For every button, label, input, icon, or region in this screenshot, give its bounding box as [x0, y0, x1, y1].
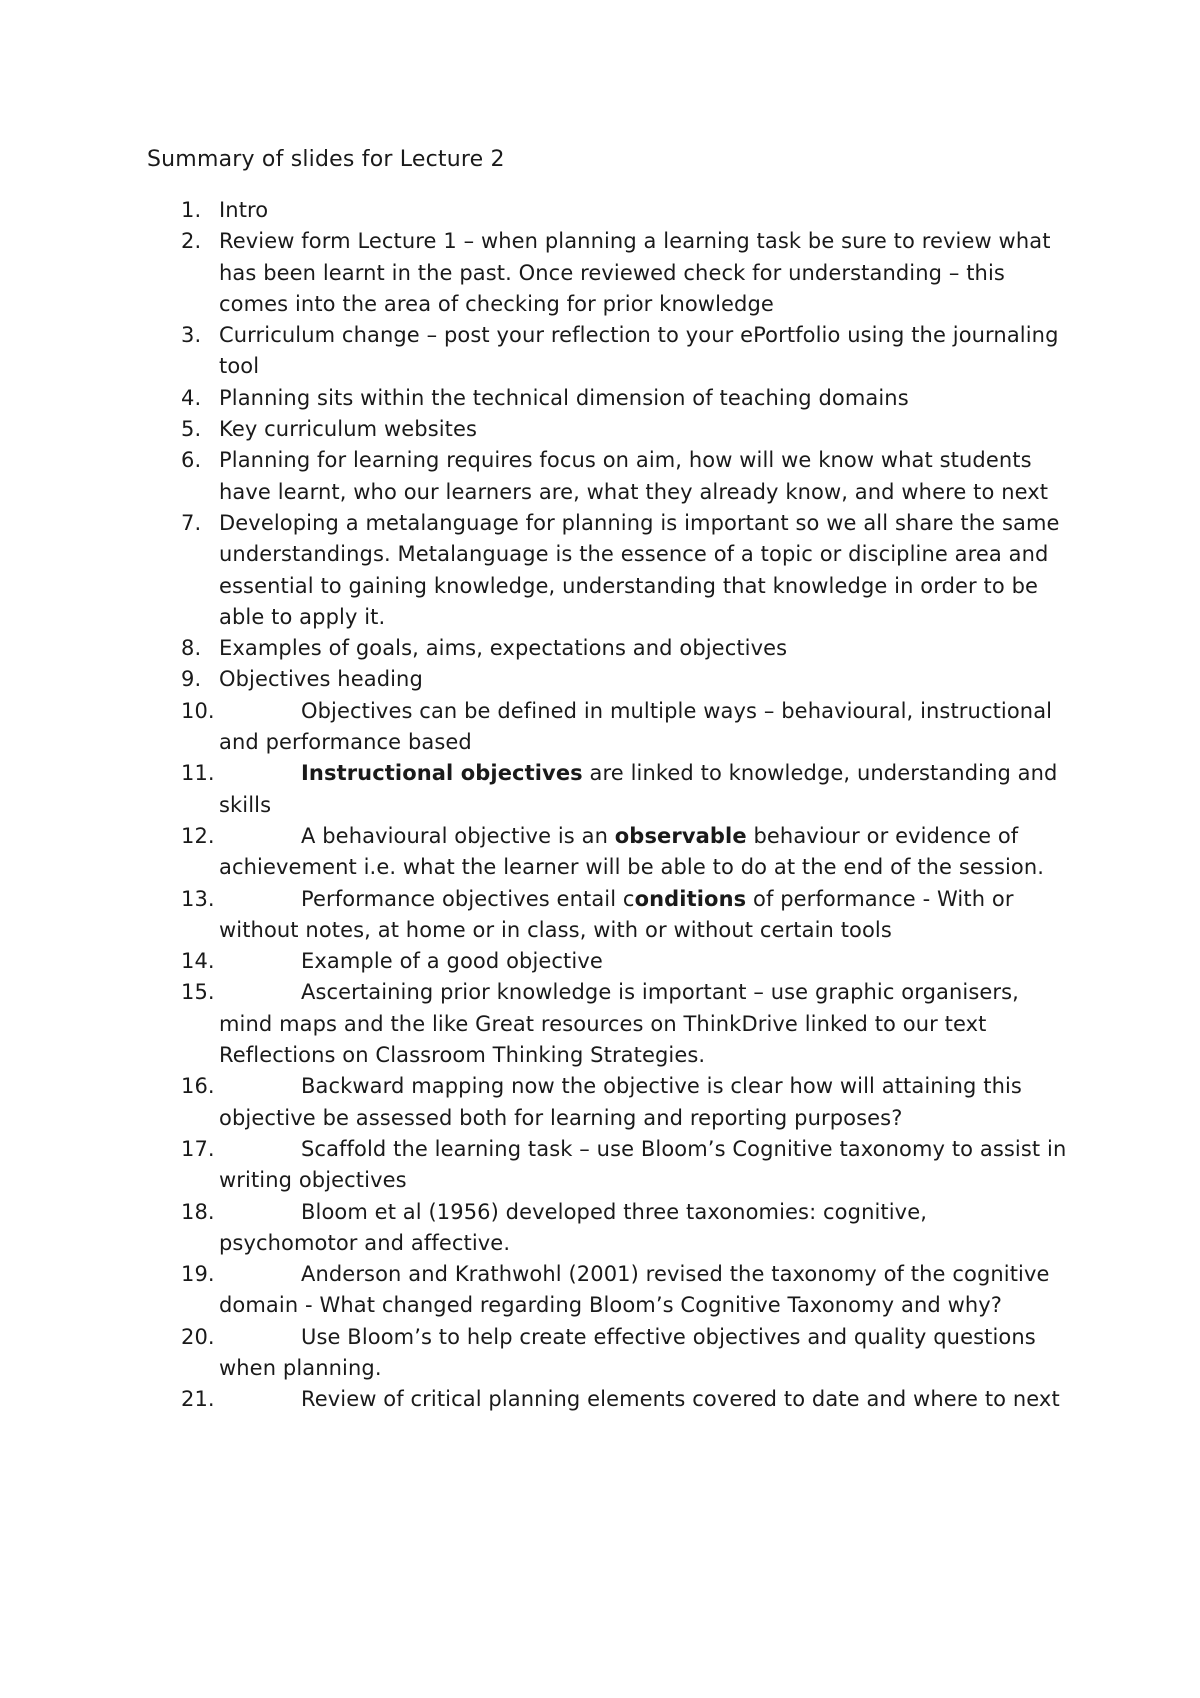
item-text-post: of performance - With or without notes, at home or in class, with or without certain tools [219, 886, 1014, 942]
list-item [0, 195, 1200, 226]
item-number: 4. [181, 385, 202, 410]
item-number: 3. [181, 323, 202, 348]
item-text-post: are linked to knowledge, understanding and skills [219, 761, 1058, 817]
item-text: Review form Lecture 1 – when planning a learning task be sure to review what has been learnt in the past. Once reviewed check for understanding – this comes into the area of checking for prior knowledge [219, 229, 1051, 316]
list-item [0, 884, 1200, 947]
item-text: Intro [219, 198, 269, 222]
item-number: 16. [181, 1074, 215, 1099]
item-number: 1. [181, 198, 202, 222]
item-text [219, 758, 1069, 821]
item-text: Curriculum change – post your reflection to your ePortfolio using the journaling tool [219, 323, 1059, 379]
item-text: Ascertaining prior knowledge is important – use graphic organisers, mind maps and the like Great resources on ThinkDrive linked to our text Reflections on Classroom Thinking Strategies. [219, 980, 1019, 1068]
list-item [0, 633, 1200, 664]
item-number: 19. [181, 1262, 215, 1287]
item-number: 8. [181, 636, 202, 661]
item-number: 21. [181, 1387, 215, 1412]
item-number: 2. [181, 229, 202, 254]
item-number: 10. [181, 698, 215, 723]
list-item [0, 946, 1200, 977]
item-number: 18. [181, 1199, 215, 1224]
item-number: 7. [181, 510, 202, 535]
item-text-post: behaviour or evidence of achievement i.e. what the learner will be able to do at the end of the session. [219, 823, 1045, 880]
item-text [219, 821, 1069, 884]
item-text: Review of critical planning elements covered to date and where to next [301, 1387, 1060, 1412]
item-number: 14. [181, 949, 215, 974]
item-text: Key curriculum websites [219, 417, 478, 442]
item-text: Objectives can be defined in multiple ways – behavioural, instructional and performance based [219, 698, 1053, 755]
list-item [0, 383, 1200, 414]
item-number: 11. [181, 761, 215, 786]
item-number: 5. [181, 417, 202, 442]
item-text-bold: observable [614, 823, 747, 848]
list-item [0, 977, 1200, 1071]
list-item [0, 664, 1200, 695]
list-item [0, 445, 1200, 508]
item-text: Examples of goals, aims, expectations and objectives [219, 636, 788, 661]
item-text: Planning for learning requires focus on aim, how will we know what students have learnt, who our learners are, what they already know, and where to next [219, 448, 1049, 504]
item-text [219, 884, 1069, 947]
list-item [0, 1134, 1200, 1197]
item-text-bold: Instructional objectives [301, 761, 583, 786]
list-item [0, 226, 1200, 320]
item-text: Example of a good objective [301, 949, 603, 974]
list-item [0, 758, 1200, 821]
item-text: Anderson and Krathwohl (2001) revised the taxonomy of the cognitive domain - What changed regarding Bloom’s Cognitive Taxonomy and why? [219, 1262, 1050, 1318]
item-text: Objectives heading [219, 667, 423, 692]
item-text-bold: onditions [634, 886, 747, 911]
item-number: 12. [181, 823, 215, 848]
item-text: Planning sits within the technical dimension of teaching domains [219, 385, 909, 410]
list-item [0, 508, 1200, 633]
item-number: 13. [181, 886, 215, 911]
item-text-pre: Performance objectives entail c [301, 886, 635, 911]
list-item [0, 1071, 1200, 1134]
item-text: Developing a metalanguage for planning is important so we all share the same understandings. Metalanguage is the essence of a topic or discipline area and essential to gaining knowledge, understanding that knowledge in order to be able to apply it. [219, 510, 1060, 629]
document-title: Summary of slides for Lecture 2 [147, 147, 505, 172]
list-item [0, 821, 1200, 884]
list-item [0, 414, 1200, 445]
item-text: Scaffold the learning task – use Bloom’s Cognitive taxonomy to assist in writing objectives [219, 1136, 1067, 1193]
item-text-pre: A behavioural objective is an [301, 823, 615, 848]
list-item [0, 1384, 1200, 1415]
slide-summary-list [0, 195, 1200, 1416]
list-item [0, 1322, 1200, 1385]
item-number: 17. [181, 1136, 215, 1161]
item-text: Backward mapping now the objective is clear how will attaining this objective be assessed both for learning and reporting purposes? [219, 1074, 1022, 1130]
item-number: 6. [181, 448, 202, 473]
item-text: Use Bloom’s to help create effective objectives and quality questions when planning. [219, 1324, 1036, 1380]
list-item [0, 696, 1200, 759]
item-number: 20. [181, 1324, 215, 1349]
list-item [0, 1259, 1200, 1322]
item-number: 15. [181, 980, 215, 1005]
item-number: 9. [181, 667, 202, 692]
list-item [0, 1197, 1200, 1260]
list-item [0, 320, 1200, 383]
item-text: Bloom et al (1956) developed three taxonomies: cognitive, psychomotor and affective. [219, 1199, 927, 1255]
